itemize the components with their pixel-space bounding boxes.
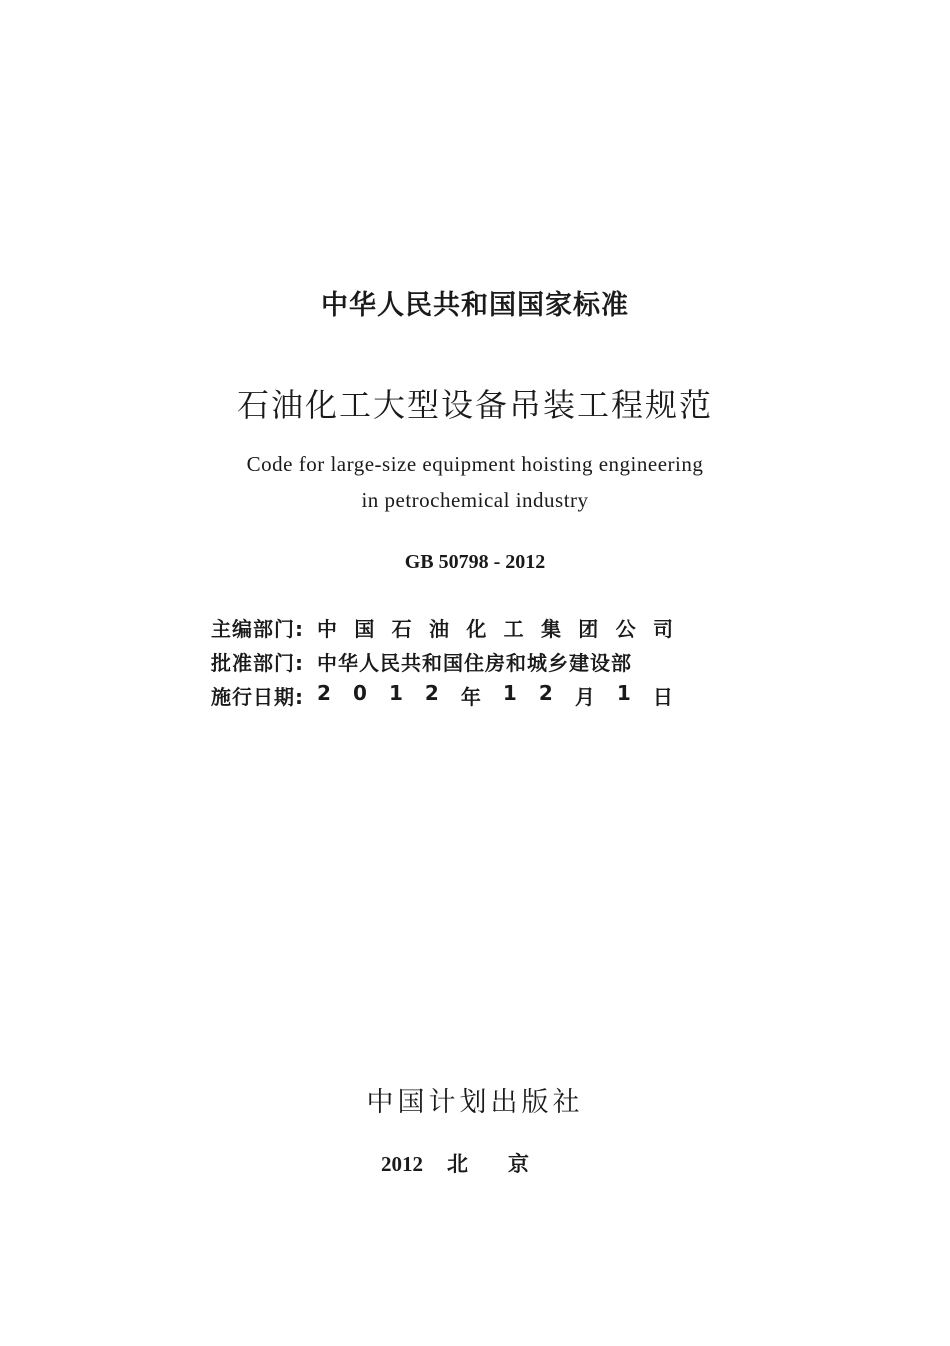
title-english-line2: in petrochemical industry bbox=[361, 488, 589, 512]
chief-editor-char: 化 bbox=[466, 616, 487, 641]
chief-editor-char: 油 bbox=[428, 616, 449, 641]
publication-city: 北京 bbox=[447, 1152, 569, 1176]
chief-editor-char: 司 bbox=[652, 616, 673, 641]
effective-date-char: 1 bbox=[616, 680, 631, 705]
approver-value: 中华人民共和国住房和城乡建设部 bbox=[317, 650, 632, 675]
effective-date-char: 1 bbox=[388, 680, 403, 705]
chief-editor-value bbox=[317, 613, 673, 642]
effective-date-char: 2 bbox=[317, 680, 331, 705]
chief-editor-char: 工 bbox=[503, 616, 524, 641]
effective-date-char: 年 bbox=[460, 684, 481, 709]
publisher-name: 中国计划出版社 bbox=[366, 1087, 584, 1118]
effective-date-label: 施行日期: bbox=[211, 684, 304, 709]
chief-editor-row bbox=[211, 610, 673, 644]
publication-place bbox=[0, 1148, 950, 1178]
effective-date-char: 2 bbox=[424, 680, 439, 705]
title-english-line1: Code for large-size equipment hoisting engineering bbox=[246, 452, 704, 476]
chief-editor-char: 集 bbox=[540, 616, 561, 641]
standard-header: 中华人民共和国国家标准 bbox=[321, 290, 629, 321]
chief-editor-char: 中 bbox=[317, 616, 337, 641]
chief-editor-char: 国 bbox=[354, 616, 375, 641]
effective-date-row bbox=[211, 678, 673, 712]
publication-info bbox=[211, 610, 673, 712]
approver-row bbox=[211, 644, 673, 678]
effective-date-char: 2 bbox=[538, 680, 553, 705]
publication-year: 2012 bbox=[381, 1152, 423, 1176]
effective-date-char: 月 bbox=[574, 684, 595, 709]
chief-editor-char: 团 bbox=[578, 616, 599, 641]
approver-label: 批准部门: bbox=[211, 650, 304, 675]
chief-editor-char: 公 bbox=[615, 616, 636, 641]
title-chinese: 石油化工大型设备吊装工程规范 bbox=[236, 386, 713, 424]
chief-editor-label: 主编部门: bbox=[211, 616, 304, 641]
effective-date-char: 0 bbox=[352, 680, 367, 705]
effective-date-char: 1 bbox=[502, 680, 517, 705]
effective-date-char: 日 bbox=[652, 684, 673, 709]
standard-code: GB 50798 - 2012 bbox=[404, 551, 546, 573]
effective-date-value bbox=[317, 681, 673, 710]
chief-editor-char: 石 bbox=[391, 616, 412, 641]
